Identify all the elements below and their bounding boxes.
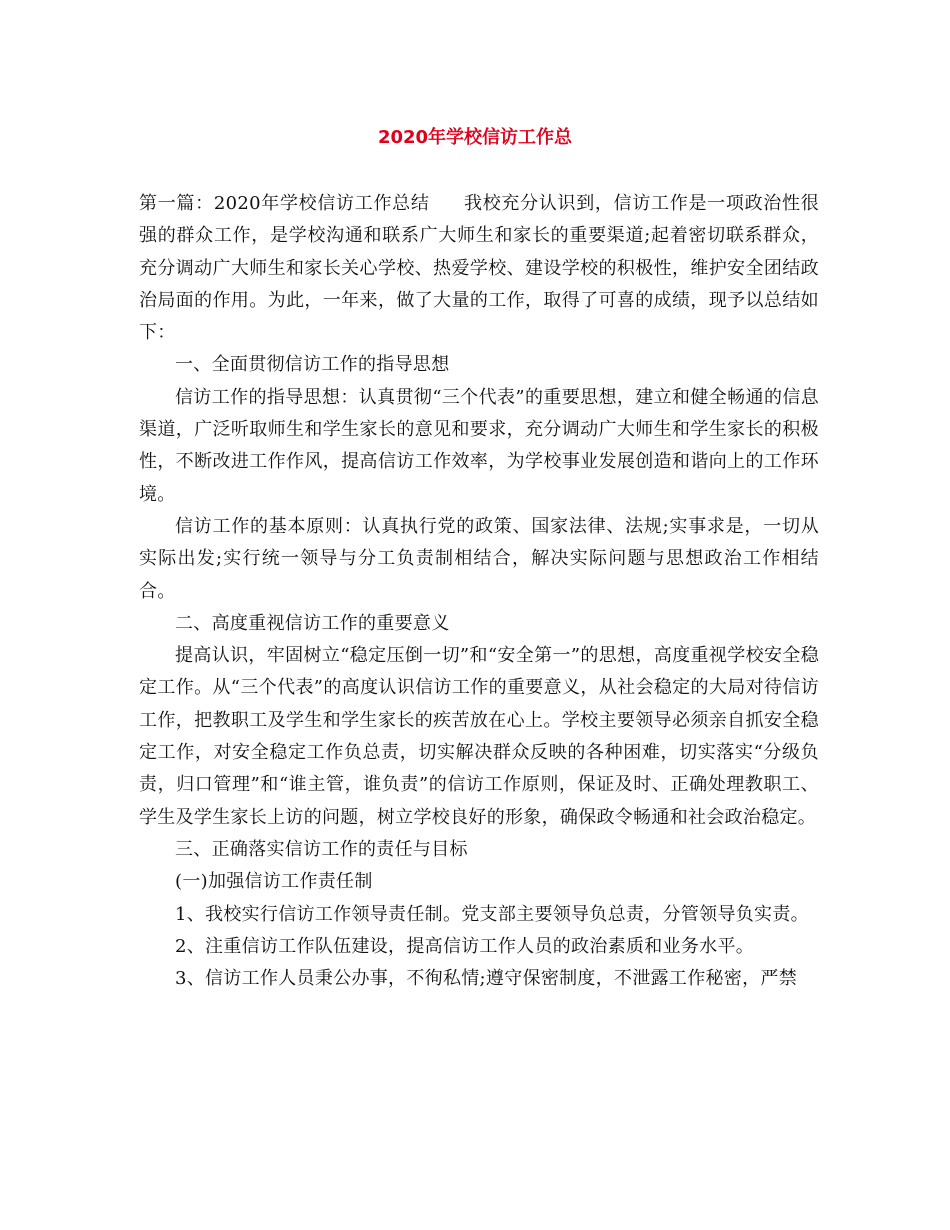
intro-paragraph bbox=[139, 188, 819, 349]
list-item-1: 1、我校实行信访工作领导责任制。党支部主要领导负总责，分管领导负实责。 bbox=[175, 903, 809, 925]
intro-label: 第一篇：2020年学校信访工作总结 bbox=[139, 193, 430, 214]
list-item-3: 3、信访工作人员秉公办事，不徇私情;遵守保密制度，不泄露工作秘密，严禁 bbox=[175, 968, 798, 990]
section-heading-2: 二、高度重视信访工作的重要意义 bbox=[175, 612, 450, 634]
intro-text: 我校充分认识到，信访工作是一项政治性很强的群众工作，是学校沟通和联系广大师生和家长的重要渠道;起着密切联系群众，充分调动广大师生和家长关心学校、热爱学校、建设学校的积极性，维护安全团结政治局面的作用。为此，一年来，做了大量的工作，取得了可喜的成绩，现予以总结如下： bbox=[139, 193, 819, 344]
list-item-2: 2、注重信访工作队伍建设，提高信访工作人员的政治素质和业务水平。 bbox=[175, 935, 755, 957]
paragraph-importance: 提高认识，牢固树立“稳定压倒一切”和“安全第一”的思想，高度重视学校安全稳定工作。从“三个代表”的高度认识信访工作的重要意义，从社会稳定的大局对待信访工作，把教职工及学生和学生家长的疾苦放在心上。学校主要领导必须亲自抓安全稳定工作，对安全稳定工作负总责，切实解决群众反映的各种困难，切实落实“分级负责，归口管理”和“谁主管，谁负责”的信访工作原则，保证及时、正确处理教职工、学生及学生家长上访的问题，树立学校良好的形象，确保政令畅通和社会政治稳定。 bbox=[139, 645, 819, 828]
section-heading-1: 一、全面贯彻信访工作的指导思想 bbox=[175, 354, 450, 376]
subsection-heading-1: (一)加强信访工作责任制 bbox=[175, 871, 373, 893]
paragraph-guiding-thought: 信访工作的指导思想：认真贯彻“三个代表”的重要思想，建立和健全畅通的信息渠道，广泛听取师生和学生家长的意见和要求，充分调动广大师生和学生家长的积极性，不断改进工作作风，提高信访工作效率，为学校事业发展创造和谐向上的工作环境。 bbox=[139, 386, 819, 505]
document-body bbox=[139, 188, 819, 995]
paragraph-basic-principles: 信访工作的基本原则：认真执行党的政策、国家法律、法规;实事求是，一切从实际出发;实行统一领导与分工负责制相结合，解决实际问题与思想政治工作相结合。 bbox=[139, 515, 819, 602]
section-heading-3: 三、正确落实信访工作的责任与目标 bbox=[175, 838, 468, 860]
document-title: 2020年学校信访工作总 bbox=[377, 127, 573, 148]
